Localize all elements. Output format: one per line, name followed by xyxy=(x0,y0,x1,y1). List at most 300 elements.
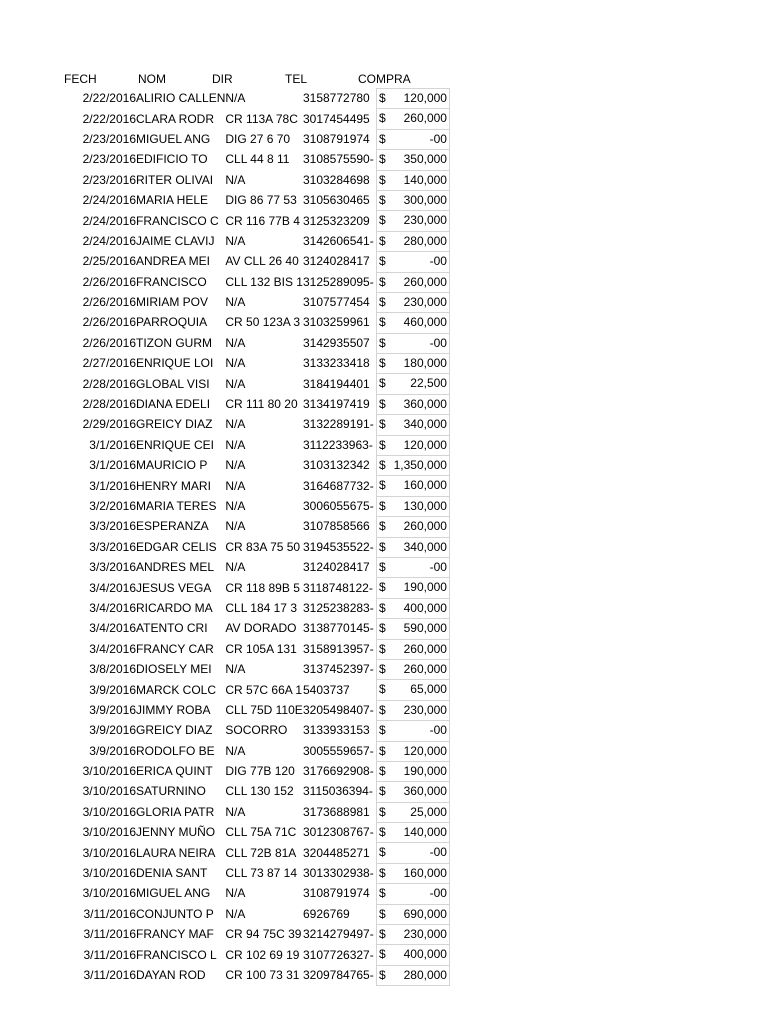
cell-fech[interactable]: 2/23/2016 xyxy=(82,152,136,167)
cell-dir[interactable]: N/A xyxy=(225,519,246,534)
cell-fech[interactable]: 3/4/2016 xyxy=(89,580,136,595)
cell-compra[interactable] xyxy=(376,496,449,516)
cell-dir[interactable]: CLL 75A 71C xyxy=(225,825,297,840)
currency-symbol: $ xyxy=(378,111,386,126)
cell-nom[interactable]: FRANCISCO xyxy=(136,274,207,289)
cell-fech[interactable]: 3/9/2016 xyxy=(89,682,136,697)
cell-compra[interactable] xyxy=(376,476,449,496)
table-row xyxy=(60,680,449,700)
table-row xyxy=(60,904,449,924)
cell-nom[interactable]: JENNY MUÑO xyxy=(136,825,216,840)
table-row xyxy=(60,354,449,374)
cell-dir[interactable]: CR 102 69 19 xyxy=(225,947,300,962)
cell-tel[interactable]: 3006055675- xyxy=(302,499,374,513)
cell-tel[interactable]: 3103132342 xyxy=(302,458,370,473)
cell-dir[interactable]: CLL 73 87 14 xyxy=(225,866,297,881)
cell-fech[interactable]: 3/9/2016 xyxy=(89,702,136,717)
table-row xyxy=(60,272,449,292)
currency-symbol: $ xyxy=(378,294,386,309)
cell-dir[interactable]: CLL 184 17 3 xyxy=(225,600,297,615)
cell-compra[interactable] xyxy=(376,782,449,802)
cell-dir[interactable]: CR 105A 131 xyxy=(225,641,297,656)
cell-tel[interactable]: 5403737 xyxy=(302,682,350,697)
table-row xyxy=(60,476,449,496)
cell-fech[interactable]: 2/24/2016 xyxy=(82,193,136,208)
currency-symbol: $ xyxy=(378,967,386,982)
compra-amount: 400,000 xyxy=(403,600,447,615)
cell-dir[interactable]: CR 57C 66A 1 xyxy=(225,682,303,697)
cell-compra[interactable] xyxy=(376,333,449,353)
cell-fech[interactable]: 3/1/2016 xyxy=(89,478,136,493)
table-row xyxy=(60,456,449,476)
cell-dir[interactable]: DIG 86 77 53 xyxy=(225,193,297,208)
cell-tel[interactable]: 3194535522- xyxy=(302,539,374,554)
cell-fech[interactable]: 3/1/2016 xyxy=(89,458,136,473)
cell-tel[interactable]: 3133233418 xyxy=(302,356,370,371)
cell-tel[interactable]: 3176692908- xyxy=(302,764,374,779)
table-row xyxy=(60,374,449,394)
cell-compra[interactable] xyxy=(376,843,449,863)
cell-dir[interactable]: N/A xyxy=(225,172,246,187)
cell-fech[interactable]: 2/22/2016 xyxy=(82,111,136,126)
table-row xyxy=(60,415,449,435)
cell-nom[interactable]: LAURA NEIRA xyxy=(136,845,216,860)
cell-fech[interactable]: 2/25/2016 xyxy=(82,254,136,269)
cell-tel[interactable]: 3204485271 xyxy=(302,845,370,860)
cell-nom[interactable]: ATENTO CRI xyxy=(136,621,208,636)
table-row xyxy=(60,394,449,414)
cell-nom[interactable]: GLORIA PATR xyxy=(136,804,215,819)
cell-fech[interactable]: 3/2/2016 xyxy=(89,499,136,513)
cell-fech[interactable]: 2/26/2016 xyxy=(82,315,136,330)
cell-compra[interactable] xyxy=(376,231,449,251)
cell-dir[interactable]: N/A xyxy=(225,906,246,921)
compra-amount: 180,000 xyxy=(403,356,447,371)
cell-tel[interactable]: 3125323209 xyxy=(302,213,370,228)
cell-fech[interactable]: 3/10/2016 xyxy=(82,886,136,901)
cell-compra[interactable] xyxy=(376,680,449,700)
cell-compra[interactable] xyxy=(376,965,449,985)
cell-nom[interactable]: ESPERANZA xyxy=(136,519,209,534)
cell-tel[interactable]: 3118748122- xyxy=(302,580,373,595)
cell-compra[interactable] xyxy=(376,823,449,843)
cell-dir[interactable]: CR 118 89B 5 xyxy=(225,580,300,595)
cell-dir[interactable]: SOCORRO xyxy=(225,723,288,738)
cell-dir[interactable]: N/A xyxy=(225,376,246,391)
cell-fech[interactable]: 2/29/2016 xyxy=(82,417,136,432)
compra-amount: -00 xyxy=(429,335,447,350)
cell-dir[interactable]: CLL 132 BIS 1 xyxy=(225,274,303,289)
compra-amount: 120,000 xyxy=(403,91,447,105)
table-row xyxy=(60,598,449,618)
compra-amount: 460,000 xyxy=(403,315,447,330)
cell-compra[interactable] xyxy=(376,252,449,272)
table-row xyxy=(60,782,449,802)
currency-symbol: $ xyxy=(378,947,386,962)
cell-dir[interactable]: CR 94 75C 39 xyxy=(225,927,302,942)
table-row xyxy=(60,884,449,904)
header-compra[interactable]: COMPRA xyxy=(358,72,411,86)
cell-fech[interactable]: 3/3/2016 xyxy=(89,560,136,575)
table-row xyxy=(60,863,449,883)
cell-fech[interactable]: 3/1/2016 xyxy=(89,437,136,452)
compra-amount: 340,000 xyxy=(403,417,447,432)
cell-nom[interactable]: MIGUEL ANG xyxy=(136,886,211,901)
table-row xyxy=(60,292,449,312)
cell-compra[interactable] xyxy=(376,374,449,394)
cell-dir[interactable]: AV DORADO xyxy=(225,621,297,636)
currency-symbol: $ xyxy=(378,172,386,187)
cell-fech[interactable]: 3/8/2016 xyxy=(89,662,136,677)
cell-tel[interactable]: 3209784765- xyxy=(302,967,374,982)
cell-compra[interactable] xyxy=(376,619,449,639)
cell-tel[interactable]: 3108575590- xyxy=(302,152,374,167)
cell-compra[interactable] xyxy=(376,761,449,781)
cell-nom[interactable]: DIOSELY MEI xyxy=(136,662,212,677)
cell-compra[interactable] xyxy=(376,639,449,659)
currency-symbol: $ xyxy=(378,274,386,289)
table-row xyxy=(60,211,449,231)
cell-dir[interactable]: N/A xyxy=(225,499,246,513)
cell-nom[interactable]: JESUS VEGA xyxy=(136,580,212,595)
currency-symbol: $ xyxy=(378,417,386,432)
cell-dir[interactable]: CR 116 77B 4 xyxy=(225,213,300,228)
cell-fech[interactable]: 2/26/2016 xyxy=(82,335,136,350)
cell-dir[interactable]: CLL 44 8 11 xyxy=(225,152,290,167)
cell-compra[interactable] xyxy=(376,517,449,537)
cell-dir[interactable]: N/A xyxy=(225,662,246,677)
cell-nom[interactable]: ANDREA MEI xyxy=(136,254,211,269)
cell-fech[interactable]: 3/10/2016 xyxy=(82,825,136,840)
table-row xyxy=(60,537,449,557)
cell-compra[interactable] xyxy=(376,89,449,109)
cell-nom[interactable]: EDGAR CELIS xyxy=(136,539,217,554)
cell-tel[interactable]: 3115036394- xyxy=(302,784,373,799)
cell-dir[interactable]: CR 111 80 20 xyxy=(225,397,298,412)
currency-symbol: $ xyxy=(378,845,386,860)
compra-amount: 260,000 xyxy=(403,661,447,676)
currency-symbol: $ xyxy=(378,682,386,697)
cell-dir[interactable]: N/A xyxy=(225,356,246,371)
cell-compra[interactable] xyxy=(376,537,449,557)
cell-dir[interactable]: AV CLL 26 40 xyxy=(225,254,299,269)
compra-amount: -00 xyxy=(429,723,447,738)
compra-amount: 690,000 xyxy=(403,906,447,921)
cell-fech[interactable]: 2/22/2016 xyxy=(82,91,136,106)
cell-fech[interactable]: 3/10/2016 xyxy=(82,845,136,860)
purchases-table-body xyxy=(60,89,449,986)
cell-compra[interactable] xyxy=(376,170,449,190)
cell-compra[interactable] xyxy=(376,129,449,149)
cell-tel[interactable]: 3142935507 xyxy=(302,335,370,350)
header-nom[interactable]: NOM xyxy=(138,72,166,86)
cell-nom[interactable]: CLARA RODR xyxy=(136,111,215,126)
currency-symbol: $ xyxy=(378,519,386,534)
cell-tel[interactable]: 3142606541- xyxy=(302,233,374,248)
cell-tel[interactable]: 3205498407- xyxy=(302,702,374,717)
cell-tel[interactable]: 3137452397- xyxy=(302,662,374,677)
header-dir[interactable]: DIR xyxy=(212,72,233,86)
cell-fech[interactable]: 2/26/2016 xyxy=(82,274,136,289)
cell-dir[interactable]: CR 113A 78C xyxy=(225,111,298,126)
cell-compra[interactable] xyxy=(376,354,449,374)
cell-nom[interactable]: GLOBAL VISI xyxy=(136,376,210,391)
compra-amount: -00 xyxy=(429,559,447,574)
cell-fech[interactable]: 2/24/2016 xyxy=(82,213,136,228)
cell-dir[interactable]: N/A xyxy=(225,417,246,432)
table-row xyxy=(60,700,449,720)
cell-nom[interactable]: RODOLFO BE xyxy=(136,743,215,758)
cell-fech[interactable]: 3/10/2016 xyxy=(82,866,136,881)
cell-nom[interactable]: FRANCY CAR xyxy=(136,641,214,656)
cell-dir[interactable]: CLL 130 152 xyxy=(225,784,294,799)
cell-tel[interactable]: 3184194401 xyxy=(302,376,370,391)
cell-tel[interactable]: 3173688981 xyxy=(302,804,370,819)
cell-tel[interactable]: 3103284698 xyxy=(302,172,370,187)
cell-tel[interactable]: 3017454495 xyxy=(302,111,370,126)
cell-nom[interactable]: MIRIAM POV xyxy=(136,295,209,310)
cell-compra[interactable] xyxy=(376,700,449,720)
cell-dir[interactable]: N/A xyxy=(225,437,246,452)
cell-dir[interactable]: N/A xyxy=(225,478,246,493)
table-row xyxy=(60,129,449,149)
cell-compra[interactable] xyxy=(376,292,449,312)
cell-tel[interactable]: 3164687732- xyxy=(302,478,374,493)
cell-compra[interactable] xyxy=(376,415,449,435)
currency-symbol: $ xyxy=(378,131,386,146)
currency-symbol: $ xyxy=(378,233,386,248)
cell-nom[interactable]: MARCK COLC xyxy=(136,682,217,697)
cell-dir[interactable]: N/A xyxy=(225,335,246,350)
cell-nom[interactable]: MARIA HELE xyxy=(136,193,209,208)
cell-tel[interactable]: 3108791974 xyxy=(302,131,370,146)
cell-fech[interactable]: 2/28/2016 xyxy=(82,376,136,391)
currency-symbol: $ xyxy=(378,641,386,656)
cell-nom[interactable]: ENRIQUE CEI xyxy=(136,437,215,452)
cell-fech[interactable]: 3/9/2016 xyxy=(89,723,136,738)
cell-tel[interactable]: 3103259961 xyxy=(302,315,370,330)
cell-dir[interactable]: CR 50 123A 3 xyxy=(225,315,301,330)
compra-amount: 120,000 xyxy=(403,437,447,452)
cell-fech[interactable]: 2/26/2016 xyxy=(82,295,136,310)
cell-compra[interactable] xyxy=(376,313,449,333)
cell-nom[interactable]: ERICA QUINT xyxy=(136,764,213,779)
cell-fech[interactable]: 2/23/2016 xyxy=(82,131,136,146)
cell-nom[interactable]: DENIA SANT xyxy=(136,866,208,881)
cell-compra[interactable] xyxy=(376,904,449,924)
cell-tel[interactable]: 3108791974 xyxy=(302,886,370,901)
cell-fech[interactable]: 3/4/2016 xyxy=(89,641,136,656)
cell-nom[interactable]: GREICY DIAZ xyxy=(136,417,213,432)
cell-dir[interactable]: N/A xyxy=(225,886,246,901)
cell-compra[interactable] xyxy=(376,109,449,129)
currency-symbol: $ xyxy=(378,927,386,942)
cell-tel[interactable]: 3012308767- xyxy=(302,825,374,840)
cell-compra[interactable] xyxy=(376,863,449,883)
compra-amount: 350,000 xyxy=(403,152,447,167)
cell-nom[interactable]: RITER OLIVAI xyxy=(136,172,214,187)
cell-nom[interactable]: MIGUEL ANG xyxy=(136,131,211,146)
currency-symbol: $ xyxy=(378,804,386,819)
cell-nom[interactable]: JIMMY ROBA xyxy=(136,702,211,717)
cell-dir[interactable]: N/A xyxy=(225,233,246,248)
table-row xyxy=(60,89,449,109)
cell-dir[interactable]: DIG 77B 120 xyxy=(225,764,295,779)
cell-tel[interactable]: 3125289095- xyxy=(302,274,374,289)
cell-tel[interactable]: 3013302938- xyxy=(302,866,374,881)
cell-compra[interactable] xyxy=(376,456,449,476)
cell-tel[interactable]: 3138770145- xyxy=(302,621,374,636)
currency-symbol: $ xyxy=(378,315,386,330)
compra-amount: 190,000 xyxy=(403,580,447,595)
header-fech[interactable]: FECH xyxy=(64,72,97,86)
cell-nom[interactable]: CONJUNTO P xyxy=(136,906,214,921)
currency-symbol: $ xyxy=(378,376,386,391)
cell-fech[interactable]: 3/10/2016 xyxy=(82,784,136,799)
cell-nom[interactable]: DIANA EDELI xyxy=(136,397,211,412)
cell-nom[interactable]: MARIA TERES xyxy=(136,499,217,513)
cell-dir[interactable]: N/A xyxy=(225,91,246,106)
cell-nom[interactable]: HENRY MARI xyxy=(136,478,211,493)
table-row xyxy=(60,109,449,129)
table-row xyxy=(60,496,449,516)
cell-nom[interactable]: ALIRIO CALLEN xyxy=(136,91,226,106)
cell-tel[interactable]: 3158772780 xyxy=(302,91,370,106)
cell-tel[interactable]: 3112233963- xyxy=(302,437,373,452)
cell-compra[interactable] xyxy=(376,150,449,170)
cell-fech[interactable]: 2/23/2016 xyxy=(82,172,136,187)
cell-tel[interactable]: 3105630465 xyxy=(302,193,370,208)
cell-compra[interactable] xyxy=(376,272,449,292)
cell-compra[interactable] xyxy=(376,211,449,231)
cell-dir[interactable]: CR 100 73 31 xyxy=(225,967,300,982)
cell-dir[interactable]: CLL 72B 81A xyxy=(225,845,297,860)
compra-amount: -00 xyxy=(429,254,447,269)
cell-fech[interactable]: 2/27/2016 xyxy=(82,356,136,371)
cell-fech[interactable]: 2/28/2016 xyxy=(82,397,136,412)
cell-tel[interactable]: 3124028417 xyxy=(302,254,370,269)
cell-fech[interactable]: 3/4/2016 xyxy=(89,621,136,636)
cell-fech[interactable]: 3/11/2016 xyxy=(83,927,136,942)
table-row xyxy=(60,843,449,863)
cell-dir[interactable]: N/A xyxy=(225,560,246,575)
cell-nom[interactable]: ANDRES MEL xyxy=(136,560,215,575)
cell-nom[interactable]: PARROQUIA xyxy=(136,315,208,330)
cell-fech[interactable]: 3/11/2016 xyxy=(83,906,136,921)
cell-fech[interactable]: 3/4/2016 xyxy=(89,600,136,615)
compra-amount: 300,000 xyxy=(403,192,447,207)
table-row xyxy=(60,761,449,781)
compra-amount: 22,500 xyxy=(410,376,447,391)
cell-tel[interactable]: 3124028417 xyxy=(302,560,370,575)
cell-compra[interactable] xyxy=(376,721,449,741)
cell-dir[interactable]: CLL 75D 110E xyxy=(225,702,303,717)
cell-compra[interactable] xyxy=(376,884,449,904)
currency-symbol: $ xyxy=(378,906,386,921)
cell-nom[interactable]: JAIME CLAVIJ xyxy=(136,233,215,248)
cell-compra[interactable] xyxy=(376,659,449,679)
compra-amount: 160,000 xyxy=(403,478,447,493)
cell-fech[interactable]: 3/11/2016 xyxy=(83,967,136,982)
cell-fech[interactable]: 2/24/2016 xyxy=(82,233,136,248)
cell-dir[interactable]: DIG 27 6 70 xyxy=(225,131,291,146)
cell-nom[interactable]: ENRIQUE LOI xyxy=(136,356,214,371)
cell-fech[interactable]: 3/10/2016 xyxy=(82,764,136,779)
cell-fech[interactable]: 3/9/2016 xyxy=(89,743,136,758)
cell-dir[interactable]: N/A xyxy=(225,295,246,310)
compra-amount: 260,000 xyxy=(403,111,447,126)
cell-fech[interactable]: 3/11/2016 xyxy=(83,947,136,962)
cell-compra[interactable] xyxy=(376,598,449,618)
currency-symbol: $ xyxy=(378,723,386,738)
currency-symbol: $ xyxy=(378,743,386,758)
cell-tel[interactable]: 3133933153 xyxy=(302,723,370,738)
compra-amount: 65,000 xyxy=(410,682,447,697)
cell-compra[interactable] xyxy=(376,578,449,598)
table-row xyxy=(60,333,449,353)
cell-fech[interactable]: 3/3/2016 xyxy=(89,539,136,554)
table-row xyxy=(60,517,449,537)
cell-tel[interactable]: 3107726327- xyxy=(302,947,374,962)
cell-compra[interactable] xyxy=(376,945,449,965)
cell-tel[interactable]: 3107858566 xyxy=(302,519,370,534)
cell-nom[interactable]: FRANCISCO C xyxy=(136,213,219,228)
cell-tel[interactable]: 3134197419 xyxy=(302,397,370,412)
cell-tel[interactable]: 3107577454 xyxy=(302,295,370,310)
cell-fech[interactable]: 3/10/2016 xyxy=(82,804,136,819)
cell-nom[interactable]: GREICY DIAZ xyxy=(136,723,213,738)
cell-dir[interactable]: N/A xyxy=(225,458,246,473)
cell-tel[interactable]: 3125238283- xyxy=(302,600,374,615)
cell-tel[interactable]: 3132289191- xyxy=(302,417,374,432)
cell-dir[interactable]: N/A xyxy=(225,743,246,758)
cell-dir[interactable]: N/A xyxy=(225,804,246,819)
cell-compra[interactable] xyxy=(376,394,449,414)
table-row xyxy=(60,231,449,251)
cell-nom[interactable]: RICARDO MA xyxy=(136,600,213,615)
cell-nom[interactable]: TIZON GURM xyxy=(136,335,212,350)
compra-amount: 120,000 xyxy=(403,743,447,758)
cell-tel[interactable]: 6926769 xyxy=(302,906,350,921)
cell-compra[interactable] xyxy=(376,741,449,761)
cell-nom[interactable]: MAURICIO P xyxy=(136,458,208,473)
header-tel[interactable]: TEL xyxy=(285,72,308,86)
table-row xyxy=(60,435,449,455)
cell-compra[interactable] xyxy=(376,925,449,945)
table-row xyxy=(60,639,449,659)
compra-amount: 590,000 xyxy=(403,621,447,636)
cell-dir[interactable]: CR 83A 75 50 xyxy=(225,539,301,554)
cell-compra[interactable] xyxy=(376,802,449,822)
purchases-table xyxy=(60,88,450,986)
cell-nom[interactable]: EDIFICIO TO xyxy=(136,152,208,167)
cell-fech[interactable]: 3/3/2016 xyxy=(89,519,136,534)
cell-tel[interactable]: 3158913957- xyxy=(302,641,374,656)
cell-nom[interactable]: SATURNINO xyxy=(136,784,206,799)
currency-symbol: $ xyxy=(378,437,386,452)
compra-amount: 340,000 xyxy=(403,539,447,554)
cell-nom[interactable]: FRANCISCO L xyxy=(136,947,217,962)
cell-tel[interactable]: 3214279497- xyxy=(302,927,374,942)
cell-nom[interactable]: DAYAN ROD xyxy=(136,967,206,982)
cell-tel[interactable]: 3005559657- xyxy=(302,743,374,758)
currency-symbol: $ xyxy=(378,661,386,676)
cell-compra[interactable] xyxy=(376,557,449,577)
cell-compra[interactable] xyxy=(376,190,449,210)
cell-compra[interactable] xyxy=(376,435,449,455)
cell-nom[interactable]: FRANCY MAF xyxy=(136,927,214,942)
compra-amount: 400,000 xyxy=(403,947,447,962)
